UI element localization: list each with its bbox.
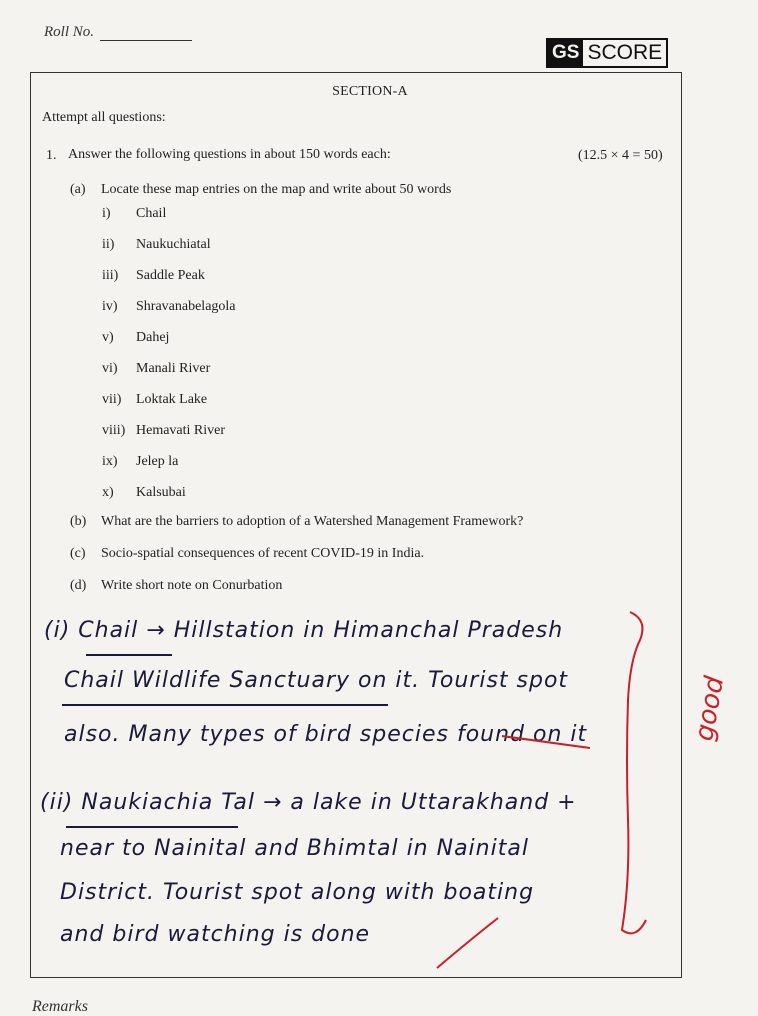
entry-num: viii) [102, 423, 126, 438]
entry-name: Loktak Lake [136, 392, 208, 407]
entry-name: Dahej [136, 330, 170, 345]
handwritten-line: also. Many types of bird species found on it [64, 722, 588, 747]
logo-gs: GS [548, 40, 583, 66]
handwritten-line: near to Nainital and Bhimtal in Nainital [60, 836, 529, 861]
entry-num: v) [102, 330, 114, 345]
entry-name: Saddle Peak [136, 268, 205, 283]
entry-name: Naukuchiatal [136, 237, 211, 252]
entry-num: x) [102, 485, 114, 500]
part-a-text: Locate these map entries on the map and write about 50 words [101, 182, 452, 197]
roll-no-label: Roll No. [44, 24, 95, 40]
entry-num: i) [102, 206, 111, 221]
entry-name: Shravanabelagola [136, 299, 236, 314]
handwritten-line: and bird watching is done [60, 922, 371, 947]
entry-num: vii) [102, 392, 122, 407]
part-d-text: Write short note on Conurbation [101, 578, 283, 593]
evaluator-tick [437, 918, 498, 968]
entry-num: iii) [102, 268, 119, 283]
entry-name: Jelep la [136, 454, 179, 469]
entry-num: ix) [102, 454, 118, 469]
remarks-label: Remarks [32, 998, 88, 1015]
part-a-label: (a) [70, 182, 86, 197]
handwritten-line: Chail Wildlife Sanctuary on it. Tourist spot [64, 668, 569, 693]
entry-name: Hemavati River [136, 423, 226, 438]
question-number: 1. [46, 148, 57, 163]
entry-name: Chail [136, 206, 167, 221]
part-c-label: (c) [70, 546, 86, 561]
handwritten-line: District. Tourist spot along with boating [60, 880, 535, 905]
instruction: Attempt all questions: [42, 110, 166, 125]
evaluator-remark: good [689, 674, 731, 744]
entry-name: Manali River [136, 361, 211, 376]
entry-num: vi) [102, 361, 118, 376]
handwritten-line: (ii) Naukiachia Tal → a lake in Uttarakhand + [40, 790, 577, 815]
part-c-text: Socio-spatial consequences of recent COVID-19 in India. [101, 546, 425, 561]
question-text: Answer the following questions in about 150 words each: [68, 147, 391, 162]
evaluator-bracket [622, 612, 646, 933]
logo-score: SCORE [583, 40, 666, 66]
part-b-text: What are the barriers to adoption of a Watershed Management Framework? [101, 514, 524, 529]
question-marks: (12.5 × 4 = 50) [578, 148, 663, 163]
part-d-label: (d) [70, 578, 87, 593]
underline-red [502, 736, 590, 748]
entry-name: Kalsubai [136, 485, 186, 500]
entry-num: ii) [102, 237, 115, 252]
entry-num: iv) [102, 299, 118, 314]
handwritten-line: (i) Chail → Hillstation in Himanchal Pradesh [44, 618, 564, 643]
section-title: SECTION-A [332, 84, 408, 99]
part-b-label: (b) [70, 514, 87, 529]
